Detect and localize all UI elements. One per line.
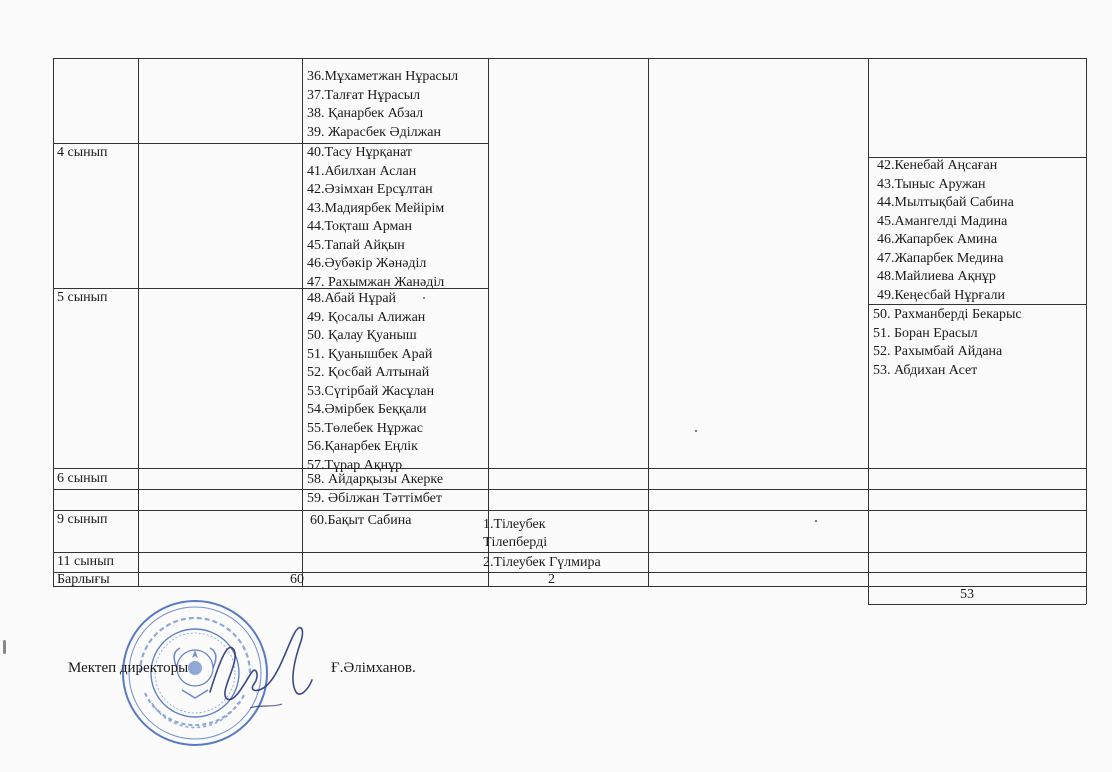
- total-col6: 53: [960, 587, 974, 602]
- list-item: 46.Жапарбек Амина: [877, 232, 998, 247]
- grade-label-4: 4 сынып: [57, 145, 108, 160]
- list-item: 36.Мұхаметжан Нұрасыл: [307, 69, 459, 84]
- list-item: 50. Рахманберді Бекарыс: [873, 307, 1022, 322]
- director-signature: [190, 620, 330, 720]
- scan-mark: [3, 640, 6, 654]
- student-list-top: [307, 68, 458, 142]
- list-item: 47.Жапарбек Медина: [877, 250, 1004, 266]
- director-label: Мектеп директоры: [68, 660, 189, 676]
- list-item: 53.Сүгірбай Жасұлан: [307, 383, 435, 399]
- student-list-col4-grade9: [483, 516, 547, 552]
- total-col3: 60: [290, 572, 304, 587]
- list-item: 52. Қосбай Алтынай: [307, 365, 430, 380]
- list-item: 54.Әмірбек Беққали: [307, 402, 427, 417]
- list-item: 48.Майлиева Ақнұр: [877, 269, 996, 284]
- list-item: 37.Талғат Нұрасыл: [307, 87, 421, 103]
- list-item: 41.Абилхан Аслан: [307, 163, 417, 179]
- list-item: 48.Абай Нұрай: [307, 291, 397, 306]
- list-item: 49. Қосалы Алижан: [307, 309, 426, 325]
- list-item: Тілепберді: [483, 535, 548, 550]
- list-item: 57.Тұрар Ақнұр: [307, 457, 403, 473]
- list-item: 44.Мылтықбай Сабина: [877, 195, 1014, 210]
- list-item: 49.Кеңесбай Нұрғали: [877, 287, 1005, 303]
- student-list-grade6: [307, 470, 443, 508]
- grade-label-9: 9 сынып: [57, 512, 108, 527]
- list-item: 53. Абдихан Асет: [873, 362, 978, 378]
- list-item: 42.Кенебай Аңсаған: [877, 158, 998, 173]
- list-item: 47. Рахымжан Жанәділ: [307, 274, 445, 290]
- list-item: 39. Жарасбек Әділжан: [307, 124, 441, 140]
- list-item: 43.Тыныс Аружан: [877, 176, 986, 192]
- list-item: 43.Мадиярбек Мейірім: [307, 200, 445, 216]
- scan-speck: [423, 297, 425, 299]
- student-grade9: 60.Бақыт Сабина: [310, 513, 412, 528]
- list-item: 44.Тоқташ Арман: [307, 219, 412, 234]
- list-item: 51. Қуанышбек Арай: [307, 346, 433, 362]
- list-item: 40.Тасу Нұрқанат: [307, 145, 413, 160]
- list-item: 45.Амангелді Мадина: [877, 213, 1008, 229]
- student-list-col6-b: [873, 306, 1022, 380]
- list-item: 46.Әубәкір Жәнәділ: [307, 256, 427, 271]
- scan-speck: [695, 430, 697, 432]
- student-list-col6-a: [877, 157, 1014, 305]
- grade-label-11: 11 сынып: [57, 554, 114, 569]
- list-item: 38. Қанарбек Абзал: [307, 106, 424, 121]
- list-item: 51. Боран Ерасыл: [873, 325, 978, 341]
- grade-label-5: 5 сынып: [57, 290, 108, 305]
- list-item: 59. Әбілжан Тәттімбет: [307, 491, 443, 506]
- grade-label-6: 6 сынып: [57, 471, 108, 486]
- list-item: 58. Айдарқызы Акерке: [307, 472, 444, 487]
- list-item: 45.Тапай Айқын: [307, 237, 405, 253]
- list-item: 52. Рахымбай Айдана: [873, 344, 1003, 359]
- student-list-grade4: [307, 144, 444, 292]
- list-item: 50. Қалау Қуаныш: [307, 328, 417, 343]
- list-item: 1.Тілеубек: [483, 517, 546, 532]
- total-label: Барлығы: [57, 572, 110, 587]
- list-item: 56.Қанарбек Еңлік: [307, 439, 418, 454]
- student-list-grade5: [307, 290, 434, 475]
- scan-speck: [815, 520, 817, 522]
- list-item: 55.Төлебек Нұржас: [307, 420, 423, 436]
- director-name: Ғ.Әлімханов.: [331, 660, 416, 676]
- list-item: 42.Әзімхан Ерсұлтан: [307, 182, 433, 197]
- total-col4: 2: [548, 572, 555, 587]
- student-col4-grade11: 2.Тілеубек Гүлмира: [483, 555, 601, 570]
